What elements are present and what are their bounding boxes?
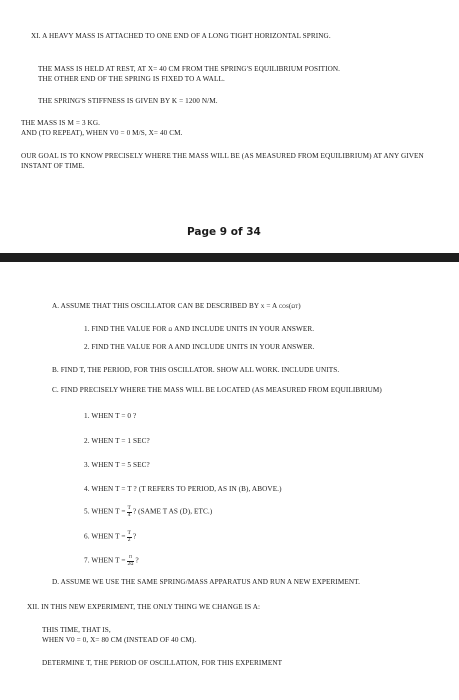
- problem-text-line: THE MASS IS HELD AT REST, AT X= 40 CM FROM THE SPRING'S EQUILIBRIUM POSITION.: [38, 65, 341, 73]
- question-a: A. ASSUME THAT THIS OSCILLATOR CAN BE DESCRIBED BY x = A cos(ωt): [52, 302, 301, 310]
- question-b: B. FIND T, THE PERIOD, FOR THIS OSCILLATOR. SHOW ALL WORK. INCLUDE UNITS.: [52, 366, 340, 374]
- fraction-numerator: T: [127, 505, 131, 511]
- question-c5-suffix: ? (SAME T AS (D), ETC.): [132, 507, 213, 516]
- question-c6-suffix: ?: [132, 532, 137, 541]
- question-c6: [84, 531, 136, 543]
- question-c6-prefix: 6. WHEN T =: [84, 532, 126, 541]
- fraction-t-over-4: [127, 506, 132, 518]
- problem-text-line: THE SPRING'S STIFFNESS IS GIVEN BY K = 1200 N/M.: [38, 97, 218, 105]
- document-page-top: [0, 0, 459, 253]
- problem-xii-text: WHEN V0 = 0, X= 80 CM (INSTEAD OF 40 CM).: [42, 636, 197, 644]
- fraction-denominator: 4: [127, 511, 131, 518]
- fraction-denominator: 2: [127, 536, 131, 543]
- fraction-numerator: π: [127, 555, 135, 562]
- question-c7: [84, 555, 139, 567]
- problem-text-line: THE MASS IS M = 3 KG.: [21, 119, 101, 127]
- question-c: C. FIND PRECISELY WHERE THE MASS WILL BE LOCATED (AS MEASURED FROM EQUILIBRIUM): [52, 386, 382, 394]
- question-c3: 3. WHEN T = 5 SEC?: [84, 461, 150, 469]
- question-a1: 1. FIND THE VALUE FOR ω AND INCLUDE UNITS IN YOUR ANSWER.: [84, 325, 315, 333]
- problem-xii-heading: XII. IN THIS NEW EXPERIMENT, THE ONLY THING WE CHANGE IS A:: [27, 603, 261, 611]
- goal-text-line: OUR GOAL IS TO KNOW PRECISELY WHERE THE MASS WILL BE (AS MEASURED FROM EQUILIBRIUM) AT ANY GIVEN: [21, 152, 424, 160]
- problem-xii-text: THIS TIME, THAT IS,: [42, 626, 111, 634]
- question-c2: 2. WHEN T = 1 SEC?: [84, 437, 150, 445]
- problem-text-line: AND (TO REPEAT), WHEN V0 = 0 M/S, X= 40 CM.: [21, 129, 183, 137]
- problem-text-line: THE OTHER END OF THE SPRING IS FIXED TO A WALL.: [38, 75, 225, 83]
- fraction-t-over-2: [127, 531, 132, 543]
- problem-xii-text: DETERMINE T, THE PERIOD OF OSCILLATION, FOR THIS EXPERIMENT: [42, 659, 283, 667]
- question-d: D. ASSUME WE USE THE SAME SPRING/MASS APPARATUS AND RUN A NEW EXPERIMENT.: [52, 578, 361, 586]
- question-a2: 2. FIND THE VALUE FOR A AND INCLUDE UNITS IN YOUR ANSWER.: [84, 343, 315, 351]
- question-c1: 1. WHEN T = 0 ?: [84, 412, 137, 420]
- goal-text-line: INSTANT OF TIME.: [21, 162, 85, 170]
- question-c5-prefix: 5. WHEN T =: [84, 507, 126, 516]
- fraction-numerator: T: [127, 530, 131, 536]
- fraction-denominator: 2ω: [127, 560, 134, 567]
- page-number-indicator: Page 9 of 34: [187, 226, 261, 238]
- question-c4: 4. WHEN T = T ? (T REFERS TO PERIOD, AS IN (B), ABOVE.): [84, 485, 282, 493]
- question-c7-prefix: 7. WHEN T =: [84, 556, 126, 565]
- problem-xi-heading: XI. A HEAVY MASS IS ATTACHED TO ONE END OF A LONG TIGHT HORIZONTAL SPRING.: [31, 32, 331, 40]
- question-c7-suffix: ?: [135, 556, 139, 565]
- question-c5: [84, 506, 212, 518]
- page-separator: [0, 253, 459, 262]
- fraction-pi-over-2-omega: [127, 555, 135, 567]
- document-page-bottom: [0, 262, 459, 700]
